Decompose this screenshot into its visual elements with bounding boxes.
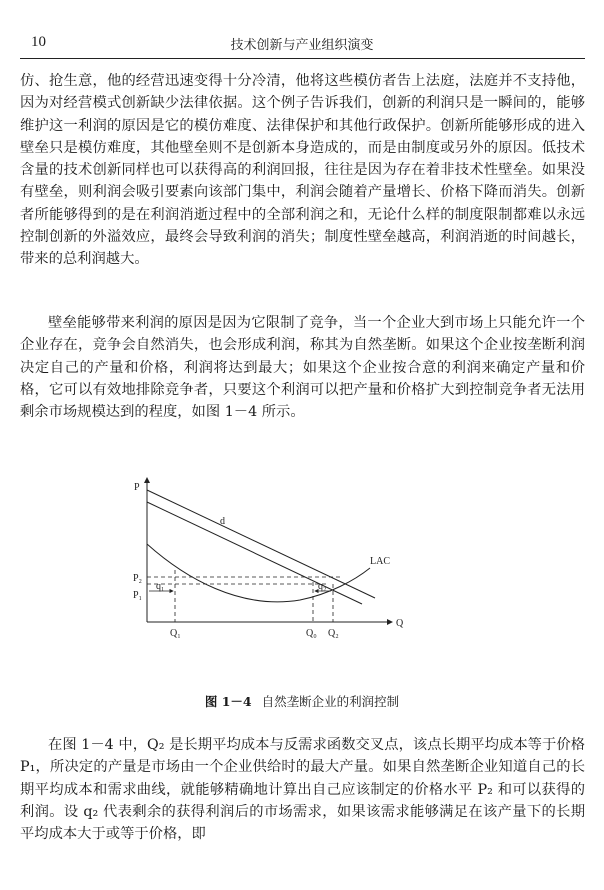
label-Q1: Q₁ bbox=[170, 628, 181, 639]
demand-line-inner bbox=[147, 502, 362, 604]
caption-number: 图 1－4 bbox=[204, 694, 252, 709]
figure-natural-monopoly bbox=[0, 470, 604, 650]
label-Q0: Q₀ bbox=[306, 628, 317, 639]
label-p2: P₂ bbox=[133, 573, 143, 584]
label-q1-small: q₁ bbox=[156, 581, 165, 592]
paragraph-3: 在图 1－4 中，Q₂ 是长期平均成本与反需求函数交叉点，该点长期平均成本等于价格 P₁，所决定的产量是市场由一个企业供给时的最大产量。如果自然垄断企业知道自己的长期平均成本和需求曲线，就能够精确地计算出自己应该制定的价格水平 P₂ 和可以获得的利润。设 q₂ 代表剩余的获得利润后的市场需求，如果该需求能够满足在该产量下的长期平均成本大于或等于价格，即 bbox=[20, 737, 585, 843]
figure-diagram bbox=[0, 470, 604, 650]
caption-text: 自然垄断企业的利润控制 bbox=[261, 694, 400, 709]
lac-curve bbox=[147, 544, 370, 602]
curve-label-lac: LAC bbox=[370, 556, 390, 567]
label-q2-small: q₂ bbox=[318, 581, 327, 592]
curve-label-d: d bbox=[220, 516, 225, 527]
figure-caption bbox=[0, 692, 604, 710]
label-p1: P₁ bbox=[133, 590, 143, 601]
axis-label-p: P bbox=[134, 482, 140, 493]
axis-label-q: Q bbox=[396, 618, 404, 629]
running-title: 技术创新与产业组织演变 bbox=[230, 38, 374, 53]
page-number: 10 bbox=[31, 34, 46, 50]
paragraph-2: 壁垒能够带来利润的原因是因为它限制了竞争，当一个企业大到市场上只能允许一个企业存在，竞争会自然消失，也会形成利润，称其为自然垄断。如果这个企业按垄断利润决定自己的产量和价格，利润将达到最大；如果这个企业按合意的利润来确定产量和价格，它可以有效地排除竞争者，只要这个利润可以把产量和价格扩大到控制竞争者无法用剩余市场规模达到的程度，如图 1－4 所示。 bbox=[20, 315, 585, 421]
demand-line-outer bbox=[147, 490, 375, 598]
paragraph-1: 仿、抢生意，他的经营迅速变得十分冷清，他将这些模仿者告上法庭，法庭并不支持他，因为对经营模式创新缺少法律依据。这个例子告诉我们，创新的利润只是一瞬间的，能够维护这一利润的原因是它的模仿难度、法律保护和其他行政保护。创新所能够形成的进入壁垒只是模仿难度，其他壁垒则不是创新本身造成的，而是由制度或另外的原因。低技术含量的技术创新同样也可以获得高的利润回报，往往是因为存在着非技术性壁垒。如果没有壁垒，则利润会吸引要素向该部门集中，利润会随着产量增长、价格下降而消失。创新者所能够得到的是在利润消逝过程中的全部利润之和，无论什么样的制度限制都难以永远控制创新的外溢效应，最终会导致利润的消失；制度性壁垒越高，利润消逝的时间越长，带来的总利润越大。 bbox=[20, 73, 585, 268]
label-Q2: Q₂ bbox=[328, 628, 339, 639]
page-header bbox=[0, 30, 604, 54]
header-rule bbox=[20, 58, 585, 59]
